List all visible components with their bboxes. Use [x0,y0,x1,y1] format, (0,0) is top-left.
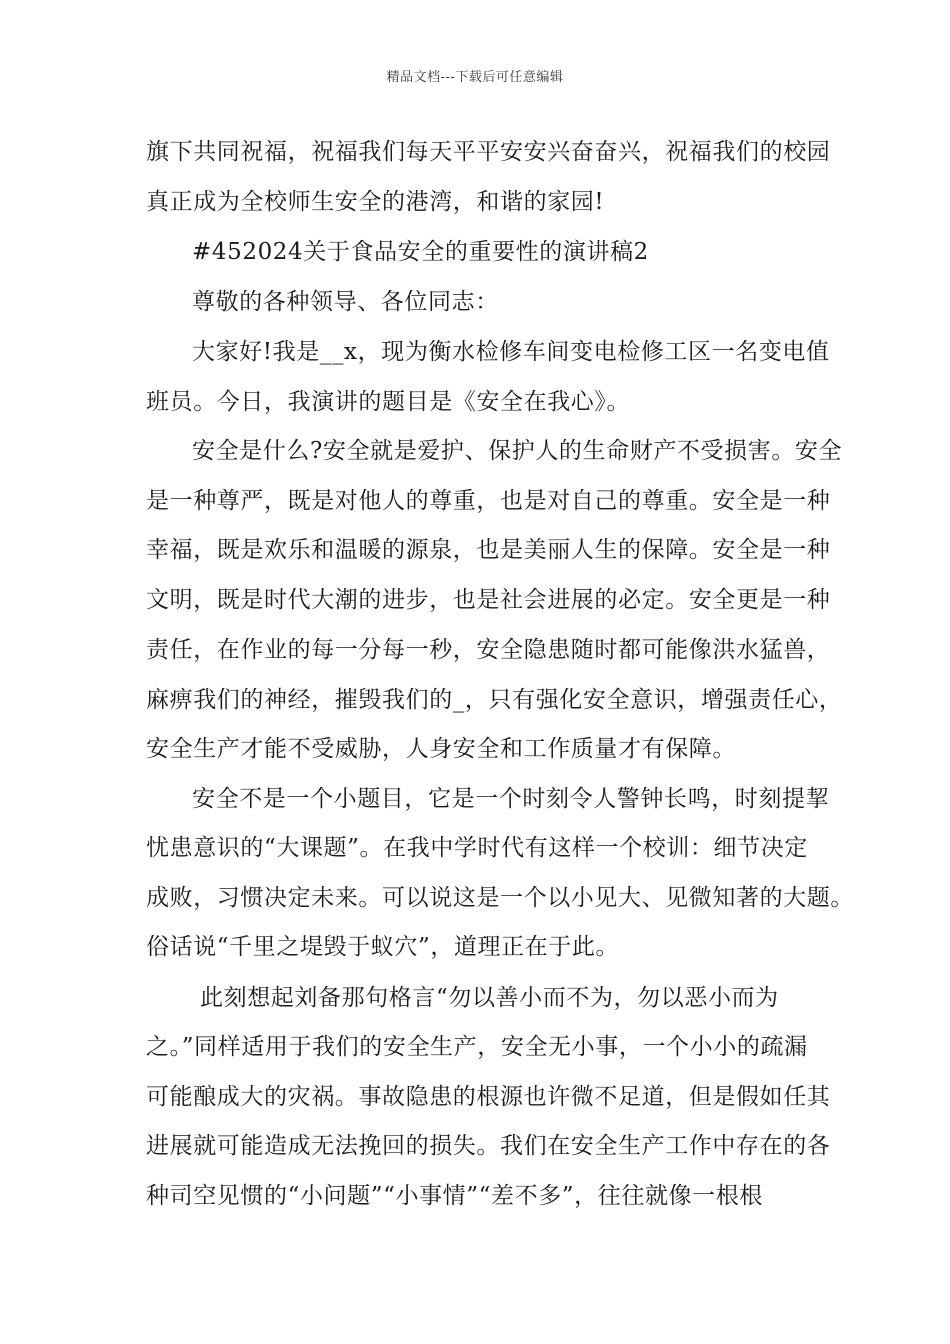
body-line: 是一种尊严，既是对他人的尊重，也是对自己的尊重。安全是一种 [146,488,831,514]
salutation: 尊敬的各种领导、各位同志： [192,289,499,315]
body-line: 成败，习惯决定未来。可以说这是一个以小见大、见微知著的大题。 [146,885,854,911]
page-header: 精品文档---下载后可任意编辑 [386,70,564,85]
body-line: 之。”同样适用于我们的安全生产，安全无小事，一个小小的疏漏 [146,1034,808,1060]
body-line: 此刻想起刘备那句格言“勿以善小而不为，勿以恶小而为 [200,985,779,1011]
body-line: 大家好!我是__x，现为衡水检修车间变电检修工区一名变电值 [192,339,830,365]
section-heading: #452024关于食品安全的重要性的演讲稿2 [192,239,649,265]
body-line: 俗话说“千里之堤毁于蚁穴”，道理正在于此。 [146,934,620,960]
body-line: 安全生产才能不受威胁，人身安全和工作质量才有保障。 [146,736,736,762]
body-line: 旗下共同祝福，祝福我们每天平平安安兴奋奋兴，祝福我们的校园 [146,139,831,165]
body-line: 种司空见惯的“小问题”“小事情”“差不多”，往往就像一根根 [146,1183,763,1209]
body-line: 真正成为全校师生安全的港湾，和谐的家园! [146,189,605,215]
body-line: 进展就可能造成无法挽回的损失。我们在安全生产工作中存在的各 [146,1133,831,1159]
body-line: 安全是什么?安全就是爱护、保护人的生命财产不受损害。安全 [192,438,843,464]
body-line: 可能酿成大的灾祸。事故隐患的根源也许微不足道，但是假如任其 [146,1084,831,1110]
body-line: 班员。今日，我演讲的题目是《安全在我心》。 [146,389,631,415]
body-line: 麻痹我们的神经，摧毁我们的_，只有强化安全意识，增强责任心， [146,687,843,713]
body-line: 安全不是一个小题目，它是一个时刻令人警钟长鸣，时刻提挈 [192,786,830,812]
body-line: 文明，既是时代大潮的进步，也是社会进展的必定。安全更是一种 [146,587,831,613]
body-line: 忧患意识的“大课题”。在我中学时代有这样一个校训：细节决定 [146,835,808,861]
body-line: 幸福，既是欢乐和温暖的源泉，也是美丽人生的保障。安全是一种 [146,537,831,563]
body-line: 责任，在作业的每一分每一秒，安全隐患随时都可能像洪水猛兽， [146,637,831,663]
